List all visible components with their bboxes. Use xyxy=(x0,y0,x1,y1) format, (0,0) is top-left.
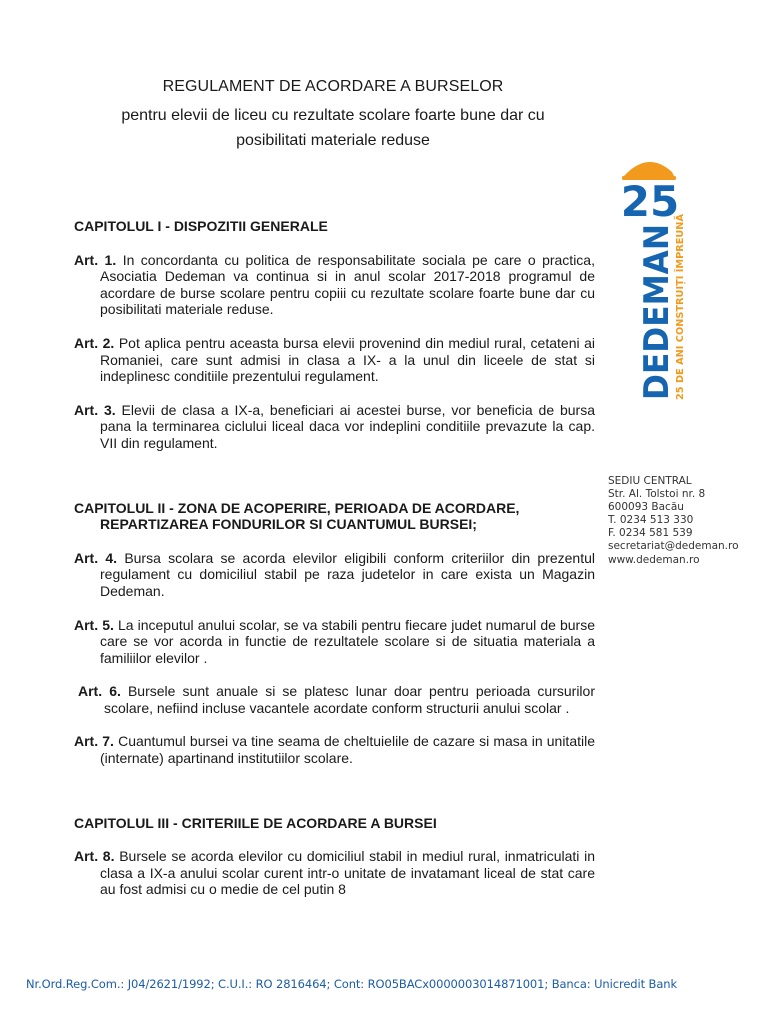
article-label: Art. 8. xyxy=(74,848,115,865)
article-text: Elevii de clasa a IX-a, beneficiari ai acestei burse, vor beneficia de bursa pana la terminarea ciclului liceal daca vor indeplini conditiile prevazute la cap. VII din regulament. xyxy=(100,401,595,451)
article-text: Bursa scolara se acorda elevilor eligibili conform criteriilor din prezentul regulament cu domiciliul stabil pe raza judetelor in care exista un Magazin Dedeman. xyxy=(100,549,595,599)
article-5 xyxy=(74,617,595,667)
article-text: Bursele sunt anuale si se platesc lunar doar pentru perioada cursurilor scolare, nefiind incluse vacantele acordate conform structurii anului scolar . xyxy=(104,683,595,716)
chapter-3-title: CAPITOLUL III - CRITERIILE DE ACORDARE A BURSEI xyxy=(74,814,437,831)
contact-phone: T. 0234 513 330 xyxy=(608,514,694,527)
contact-block xyxy=(608,475,739,567)
article-text: Pot aplica pentru aceasta bursa elevii provenind din mediul rural, cetateni ai Romaniei, care sunt admisi in clasa a IX- a la unul din liceele de stat si indeplinesc conditiile prezentului regulament. xyxy=(100,334,596,385)
contact-heading: SEDIU CENTRAL xyxy=(608,475,692,487)
article-label: Art. 2. xyxy=(74,334,115,351)
article-8 xyxy=(74,848,595,898)
contact-fax: F. 0234 581 539 xyxy=(608,527,693,540)
article-label: Art. 1. xyxy=(74,251,117,268)
contact-address: Str. Al. Tolstoi nr. 8 xyxy=(608,488,706,501)
article-label: Art. 3. xyxy=(74,401,116,418)
article-6 xyxy=(74,683,595,716)
article-text: La inceputul anului scolar, se va stabili pentru fiecare judet numarul de burse care se vor acorda in functie de rezultatele scolare si de situatia materiala a familiilor elevilor . xyxy=(100,616,596,666)
article-label: Art. 5. xyxy=(74,616,114,633)
document-subtitle-line2: posibilitati materiale reduse xyxy=(236,132,430,149)
article-2 xyxy=(74,335,595,385)
article-text: Cuantumul bursei va tine seama de cheltuielile de cazare si masa in unitatile (internate) apartinand institutiilor scolare. xyxy=(100,733,595,767)
article-label: Art. 4. xyxy=(74,549,118,566)
logo-number: 25 xyxy=(620,177,680,226)
article-label: Art. 7. xyxy=(74,733,114,750)
chapter-1-title: CAPITOLUL I - DISPOZITII GENERALE xyxy=(74,218,328,234)
hard-hat-icon xyxy=(624,162,674,176)
contact-website[interactable]: www.dedeman.ro xyxy=(608,553,700,566)
article-label: Art. 6. xyxy=(78,683,121,700)
document-body xyxy=(74,218,595,898)
dedeman-logo-mark xyxy=(610,150,686,402)
document-subtitle-line1: pentru elevii de liceu cu rezultate scolare foarte bune dar cu xyxy=(121,107,545,124)
article-1 xyxy=(74,252,595,318)
article-text: Bursele se acorda elevilor cu domiciliul stabil in mediul rural, inmatriculati in clasa a IX-a anului scolar curent intr-o unitate de invatamant liceal de stat care au fost admisi cu o medie de cel putin 8 xyxy=(100,848,595,898)
article-4 xyxy=(74,550,595,600)
article-7 xyxy=(74,733,595,766)
logo-tagline: 25 DE ANI CONSTRUIȚI ÎMPREUNĂ xyxy=(675,218,686,400)
chapter-2-title: CAPITOLUL II - ZONA DE ACOPERIRE, PERIOADA DE ACORDARE, REPARTIZAREA FONDURILOR SI CUANTUMUL BURSEI; xyxy=(74,499,520,533)
contact-email[interactable]: secretariat@dedeman.ro xyxy=(608,540,739,553)
document-title: REGULAMENT DE ACORDARE A BURSELOR xyxy=(162,78,504,95)
footer-registration: Nr.Ord.Reg.Com.: J04/2621/1992; C.U.I.: RO 2816464; Cont: RO05BACx0000003014871001; Banca: Unicredit Bank xyxy=(26,977,678,991)
document-header xyxy=(70,78,596,153)
logo-brand: DEDEMAN xyxy=(637,208,677,400)
article-text: In concordanta cu politica de responsabilitate sociala pe care o practica, Asociatia Dedeman va continua si in anul scolar 2017-2018 programul de acordare de burse scolare pentru copiii cu rezultate scolare foarte bune dar cu posibilitati materiale reduse. xyxy=(100,251,595,318)
article-3 xyxy=(74,402,595,452)
contact-city: 600093 Bacău xyxy=(608,501,684,514)
